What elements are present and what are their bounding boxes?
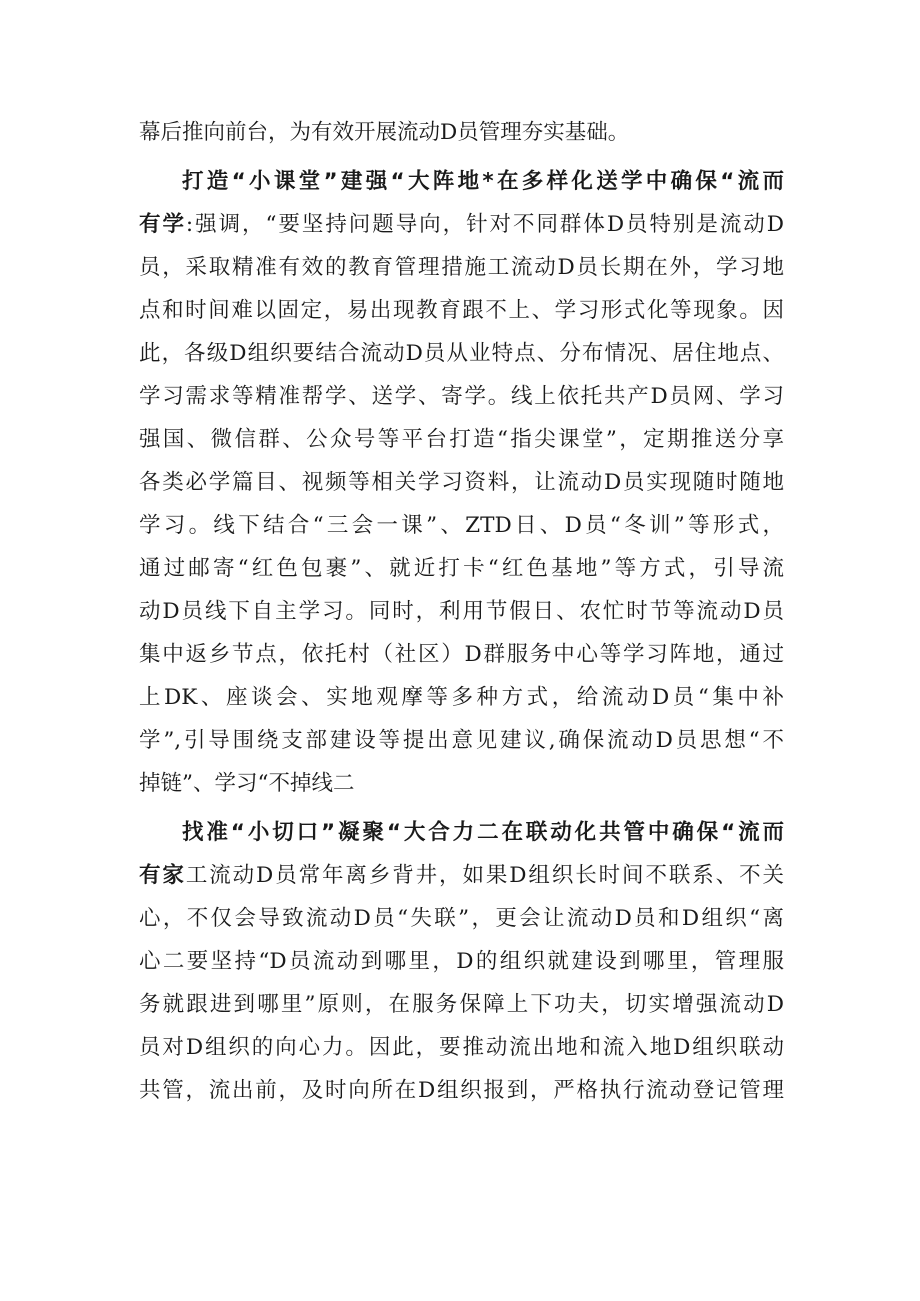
paragraph-2-line: 此，各级D组织要结合流动D员从业特点、分布情况、居住地点、 — [139, 341, 784, 366]
paragraph-2-heading-line-2 — [139, 203, 784, 246]
paragraph-3-heading-line-2 — [139, 854, 784, 897]
paragraph-2-line: 点和时间难以固定，易出现教育跟不上、学习形式化等现象。因 — [139, 298, 784, 323]
paragraph-2-heading-line-1: 打造“小课堂”建强“大阵地*在多样化送学中确保“流而 — [182, 169, 784, 194]
paragraph-3-heading-tail: 有家 — [139, 863, 186, 888]
paragraph-2-heading-tail: 有学 — [139, 212, 186, 237]
document-page — [139, 111, 784, 1112]
paragraph-2-line: 强国、微信群、公众号等平台打造“指尖课堂”，定期推送分享 — [139, 427, 784, 452]
paragraph-3-heading-line-1: 找准“小切口”凝聚“大合力二在联动化共管中确保“流而 — [182, 820, 784, 845]
paragraph-2-line: 学习需求等精准帮学、送学、寄学。线上依托共产D员网、学习 — [139, 384, 784, 409]
paragraph-2-last-line: 掉链”、学习“不掉线二 — [139, 771, 355, 796]
paragraph-2-line: 员，采取精准有效的教育管理措施工流动D员长期在外，学习地 — [139, 255, 784, 280]
paragraph-2-text-start: :强调，“要坚持问题导向，针对不同群体D员特别是流动D — [185, 212, 784, 237]
paragraph-3-line: 心二要坚持“D员流动到哪里，D的组织就建设到哪里，管理服 — [139, 949, 784, 974]
paragraph-3-text-start: 工流动D员常年离乡背井，如果D组织长时间不联系、不关 — [185, 863, 784, 888]
paragraph-2-line: 通过邮寄“红色包裹”、就近打卡“红色基地”等方式，引导流 — [139, 556, 784, 581]
paragraph-2-line: 动D员线下自主学习。同时，利用节假日、农忙时节等流动D员 — [139, 599, 784, 624]
paragraph-1-line-1: 幕后推向前台，为有效开展流动D员管理夯实基础。 — [139, 120, 630, 145]
paragraph-2-line: 学习。线下结合“三会一课”、ZTD日、D员“冬训”等形式， — [139, 513, 784, 538]
paragraph-2-line: 上DK、座谈会、实地观摩等多种方式，给流动D员“集中补 — [139, 685, 784, 710]
paragraph-3-line: 务就跟进到哪里”原则，在服务保障上下功夫，切实增强流动D — [139, 992, 784, 1017]
paragraph-3-line: 员对D组织的向心力。因此，要推动流出地和流入地D组织联动 — [139, 1035, 784, 1060]
paragraph-2-line: 学”,引导围绕支部建设等提出意见建议,确保流动D员思想“不 — [139, 728, 784, 753]
paragraph-3-line: 心，不仅会导致流动D员“失联”，更会让流动D员和D组织“离 — [139, 906, 784, 931]
paragraph-3-line: 共管，流出前，及时向所在D组织报到，严格执行流动登记管理 — [139, 1078, 784, 1103]
paragraph-2-line: 集中返乡节点，依托村（社区）D群服务中心等学习阵地，通过 — [139, 642, 784, 667]
paragraph-2-line: 各类必学篇目、视频等相关学习资料，让流动D员实现随时随地 — [139, 470, 784, 495]
